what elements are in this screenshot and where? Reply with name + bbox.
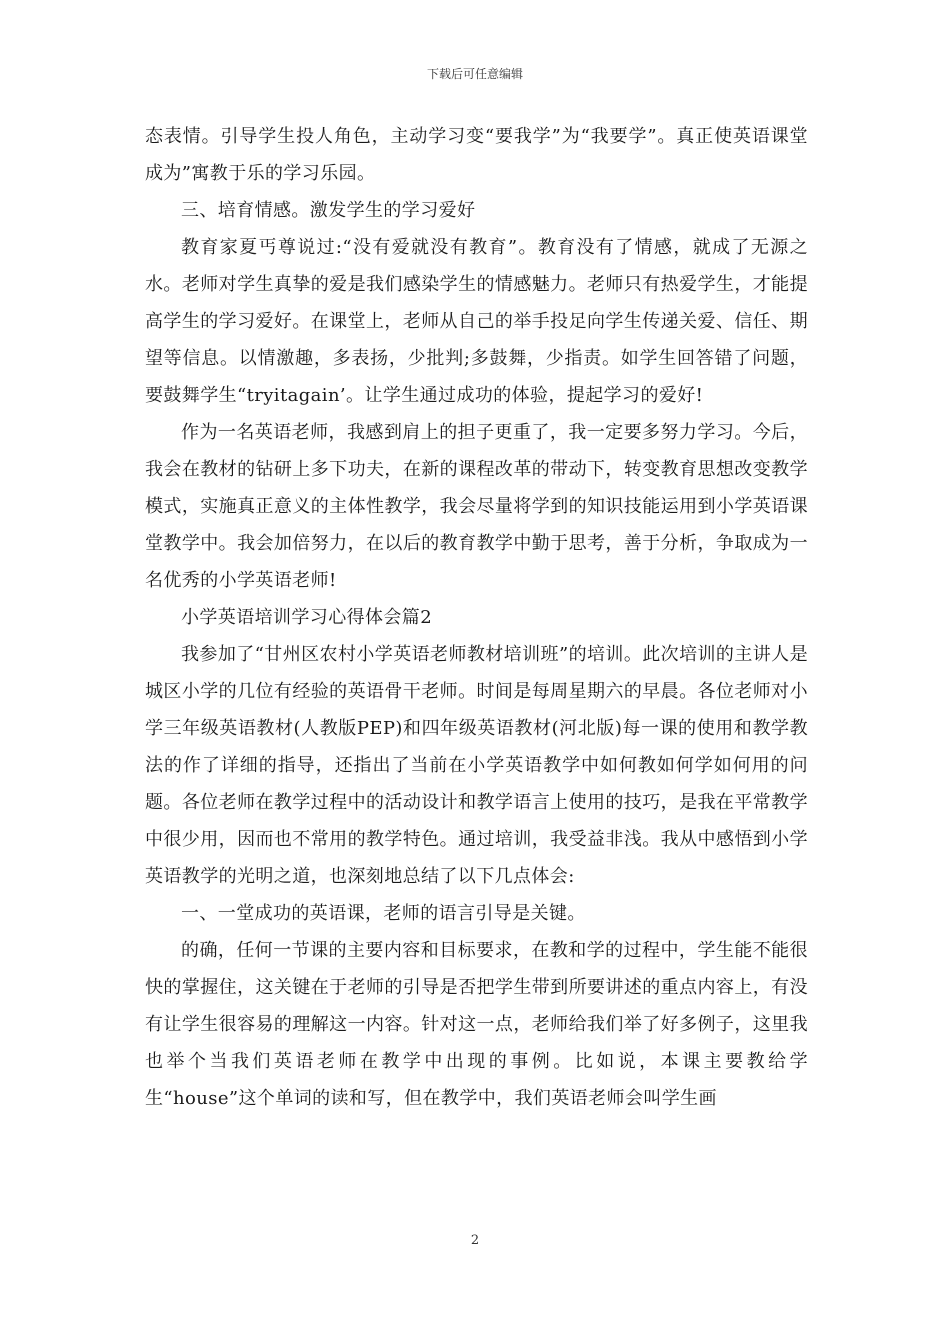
document-body	[145, 118, 808, 1117]
page-number: 2	[470, 1233, 480, 1248]
page-header: 下载后可任意编辑	[426, 67, 523, 81]
paragraph-5: 的确，任何一节课的主要内容和目标要求，在教和学的过程中，学生能不能很快的掌握住，这关键在于老师的引导是否把学生带到所要讲述的重点内容上，有没有让学生很容易的理解这一内容。针对这一点，老师给我们举了好多例子，这里我也举个当我们英语老师在教学中出现的事例。比如说，本课主要教给学生“house”这个单词的读和写，但在教学中，我们英语老师会叫学生画	[145, 940, 808, 1109]
paragraph-2: 教育家夏丐尊说过:“没有爱就没有教育”。教育没有了情感，就成了无源之水。老师对学生真挚的爱是我们感染学生的情感魅力。老师只有热爱学生，才能提高学生的学习爱好。在课堂上，老师从自己的举手投足向学生传递关爱、信任、期望等信息。以情激趣，多表扬，少批判;多鼓舞，少指责。如学生回答错了问题，要鼓舞学生“tryitagain’。让学生通过成功的体验，提起学习的爱好!	[145, 237, 808, 406]
paragraph-1: 态表情。引导学生投人角色，主动学习变“要我学”为“我要学”。真正使英语课堂成为”寓教于乐的学习乐园。	[145, 126, 808, 184]
section-heading-3: 三、培育情感。激发学生的学习爱好	[181, 200, 476, 221]
article-title-part-2: 小学英语培训学习心得体会篇2	[181, 607, 433, 628]
section-heading-1: 一、一堂成功的英语课，老师的语言引导是关键。	[181, 903, 586, 924]
paragraph-3: 作为一名英语老师，我感到肩上的担子更重了，我一定要多努力学习。今后，我会在教材的钻研上多下功夫，在新的课程改革的带动下，转变教育思想改变教学模式，实施真正意义的主体性教学，我会尽量将学到的知识技能运用到小学英语课堂教学中。我会加倍努力，在以后的教育教学中勤于思考，善于分析，争取成为一名优秀的小学英语老师!	[145, 422, 808, 591]
paragraph-4: 我参加了“甘州区农村小学英语老师教材培训班”的培训。此次培训的主讲人是城区小学的几位有经验的英语骨干老师。时间是每周星期六的早晨。各位老师对小学三年级英语教材(人教版PEP)和四年级英语教材(河北版)每一课的使用和教学教法的作了详细的指导，还指出了当前在小学英语教学中如何教如何学如何用的问题。各位老师在教学过程中的活动设计和教学语言上使用的技巧，是我在平常教学中很少用，因而也不常用的教学特色。通过培训，我受益非浅。我从中感悟到小学英语教学的光明之道，也深刻地总结了以下几点体会:	[145, 644, 808, 887]
